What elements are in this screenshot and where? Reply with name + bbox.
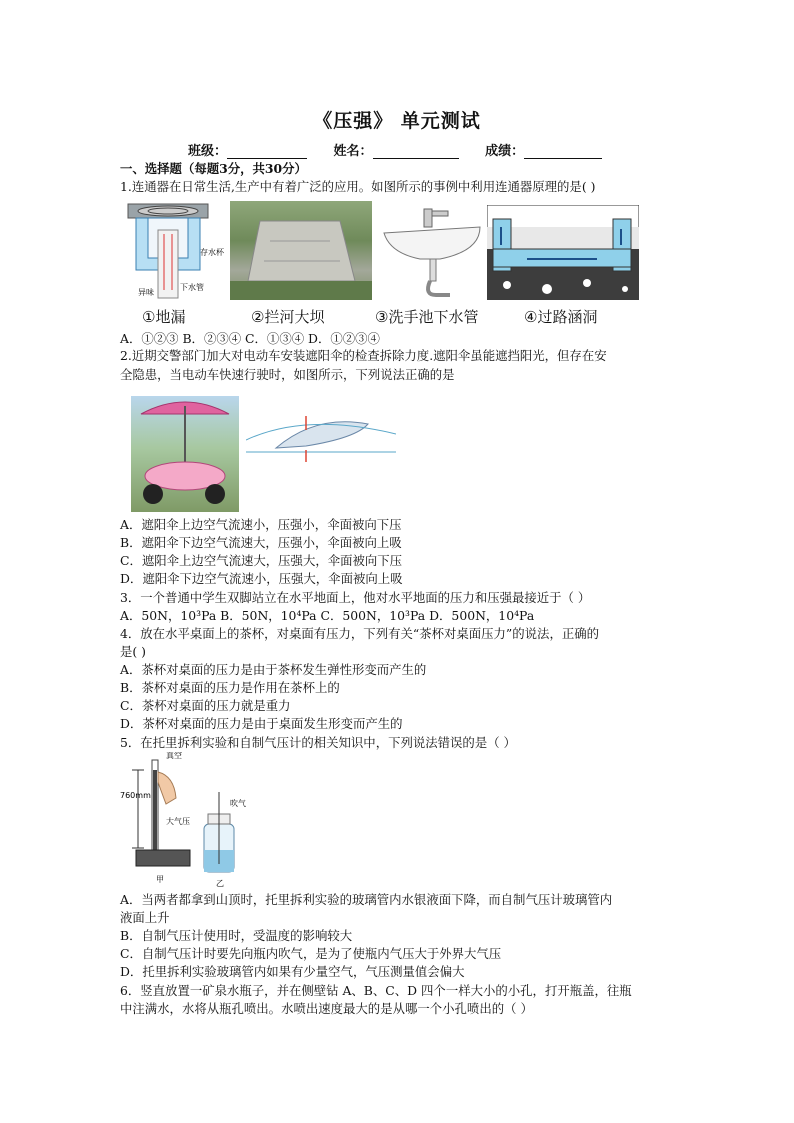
vacuum-label: 真空 <box>166 752 182 760</box>
caption-floor-drain: ①地漏 <box>142 308 186 326</box>
scooter-umbrella-photo <box>131 396 239 512</box>
q2-option-b: B．遮阳伞下边空气流速大，压强小，伞面被向上吸 <box>120 535 402 550</box>
q5-option-c: C．自制气压计时要先向瓶内吹气，是为了使瓶内气压大于外界大气压 <box>120 946 502 961</box>
section-heading: 一、选择题（每题3分，共30分） <box>120 161 307 176</box>
q6-stem-line2: 中注满水，水将从瓶孔喷出。水喷出速度最大的是从哪一个小孔喷出的（ ） <box>120 1001 533 1016</box>
blow-label: 吹气 <box>230 799 246 808</box>
q4-option-d: D．茶杯对桌面的压力是由于桌面发生形变而产生的 <box>120 716 403 731</box>
q2-stem-line1: 2.近期交警部门加大对电动车安装遮阳伞的检查拆除力度.遮阳伞虽能遮挡阳光，但存在安 <box>120 348 607 363</box>
q4-option-b: B．茶杯对桌面的压力是作用在茶杯上的 <box>120 680 340 695</box>
q5-option-d: D．托里拆利实验玻璃管内如果有少量空气，气压测量值会偏大 <box>120 964 465 979</box>
q4-option-a: A．茶杯对桌面的压力是由于茶杯发生弹性形变而产生的 <box>120 662 427 677</box>
caption-culvert: ④过路涵洞 <box>524 308 598 326</box>
dam-photo <box>230 201 372 300</box>
name-label: 姓名： <box>333 144 373 159</box>
q2-stem-line2: 全隐患，当电动车快速行驶时，如图所示，下列说法正确的是 <box>120 367 455 382</box>
torricelli-barometer-figure <box>118 752 258 890</box>
q1-stem: 1.连通器在日常生活,生产中有着广泛的应用。如图所示的事例中利用连通器原理的是( ) <box>120 179 596 194</box>
q1-options: A．①②③ B．②③④ C．①③④ D．①②③④ <box>120 331 380 346</box>
page-title: 《压强》 单元测试 <box>313 110 481 132</box>
debris-label: 异味 <box>138 288 154 297</box>
caption-dam: ②拦河大坝 <box>251 308 325 326</box>
q5-option-a: A．当两者都拿到山顶时，托里拆利实验的玻璃管内水银液面下降，而自制气压计玻璃管内 <box>120 892 613 907</box>
q4-stem-line2: 是( ) <box>120 644 146 659</box>
score-label: 成绩： <box>485 144 525 159</box>
q5-option-a-cont: 液面上升 <box>120 910 170 925</box>
height-label: 760mm <box>120 791 151 800</box>
q5-option-b: B．自制气压计使用时，受温度的影响较大 <box>120 928 353 943</box>
sink-figure <box>380 203 484 300</box>
q2-option-a: A．遮阳伞上边空气流速小，压强小，伞面被向下压 <box>120 517 402 532</box>
figure-jia-label: 甲 <box>156 875 164 884</box>
cup-label: 存水杯 <box>200 248 224 257</box>
airflow-diagram <box>246 412 396 464</box>
figure-yi-label: 乙 <box>216 879 224 888</box>
q2-option-c: C．遮阳伞上边空气流速大，压强大，伞面被向下压 <box>120 553 403 568</box>
q4-option-c: C．茶杯对桌面的压力就是重力 <box>120 698 291 713</box>
q3-options: A．50N，10³Pa B．50N，10⁴Pa C．500N，10³Pa D．500N，10⁴Pa <box>120 608 535 623</box>
class-label: 班级： <box>188 144 228 159</box>
q2-option-d: D．遮阳伞下边空气流速小，压强大，伞面被向上吸 <box>120 571 403 586</box>
name-field[interactable] <box>373 145 459 159</box>
q4-stem-line1: 4．放在水平桌面上的茶杯，对桌面有压力，下列有关“茶杯对桌面压力”的说法，正确的 <box>120 626 600 641</box>
score-field[interactable] <box>524 145 602 159</box>
q3-stem: 3．一个普通中学生双脚站立在水平地面上，他对水平地面的压力和压强最接近于（ ） <box>120 590 591 605</box>
pipe-label: 下水管 <box>180 283 204 292</box>
class-field[interactable] <box>227 145 307 159</box>
air-pressure-label: 大气压 <box>166 817 190 826</box>
culvert-figure <box>487 205 639 300</box>
caption-sink: ③洗手池下水管 <box>375 308 479 326</box>
q6-stem-line1: 6．竖直放置一矿泉水瓶子，并在侧壁钻 A、B、C、D 四个一样大小的小孔，打开瓶盖，往瓶 <box>120 983 632 998</box>
floor-drain-figure <box>120 200 228 300</box>
q5-stem: 5．在托里拆利实验和自制气压计的相关知识中，下列说法错误的是（ ） <box>120 735 516 750</box>
student-info-row <box>188 140 624 159</box>
